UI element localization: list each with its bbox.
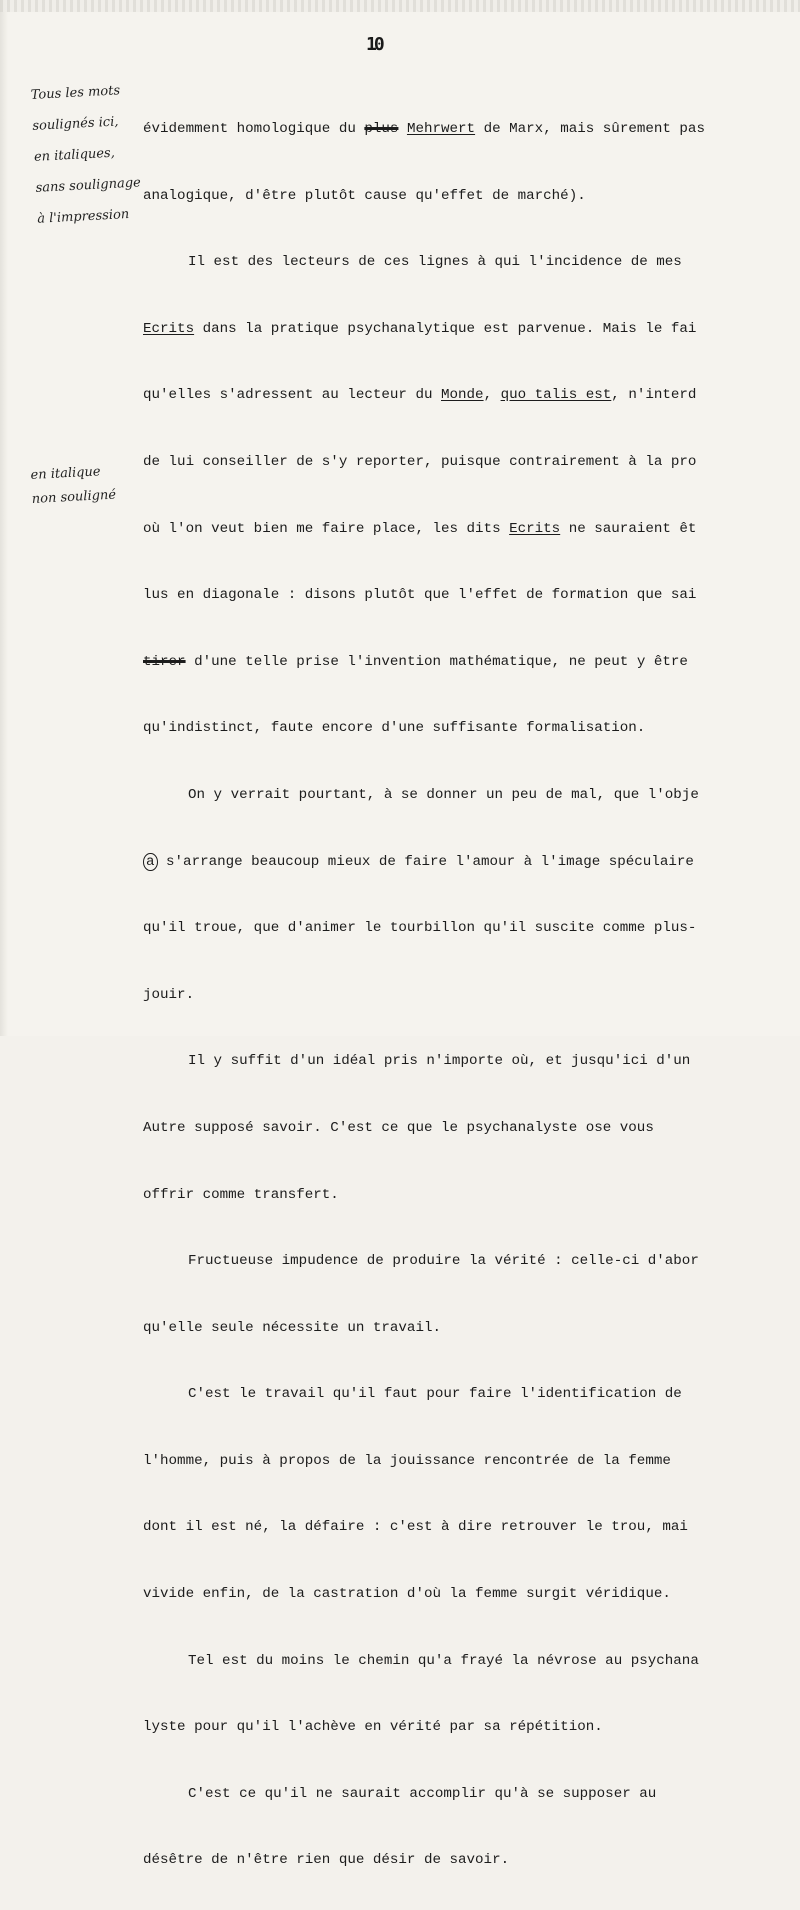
text-line: dont il est né, la défaire : c'est à dire retrouver le trou, mai (143, 1519, 688, 1536)
underlined-term: Mehrwert (406, 121, 476, 137)
paragraph-start-line: On y verrait pourtant, à se donner un peu de mal, que l'obje (188, 786, 699, 803)
text-line: Ecrits dans la pratique psychanalytique est parvenue. Mais le fai (143, 320, 697, 337)
margin-note-line: à l'impression (36, 207, 130, 227)
text-line: désêtre de n'être rien que désir de savoir. (143, 1852, 510, 1869)
underlined-term: Monde (441, 387, 484, 404)
text-line: évidemment homologique du plus Mehrwert de Marx, mais sûrement pas (143, 121, 705, 137)
text-line: qu'elles s'adressent au lecteur du Monde, quo talis est, n'interd (143, 387, 697, 404)
text-line: lus en diagonale : disons plutôt que l'effet de formation que sai (143, 587, 697, 604)
typed-text-body (143, 80, 800, 1910)
paragraph-start-line: C'est le travail qu'il faut pour faire l'identification de (188, 1386, 682, 1403)
paragraph-start-line: Tel est du moins le chemin qu'a frayé la névrose au psychana (188, 1652, 699, 1669)
text-line: a s'arrange beaucoup mieux de faire l'amour à l'image spéculaire (143, 845, 800, 880)
text-line: jouir. (143, 986, 195, 1003)
margin-note-line: Tous les mots (30, 83, 121, 103)
text-line: qu'indistinct, faute encore d'une suffisante formalisation. (143, 720, 646, 737)
text-line: tirer d'une telle prise l'invention mathématique, ne peut y être (143, 653, 688, 670)
page-top-edge (0, 0, 800, 12)
paragraph-start-line: Il est des lecteurs de ces lignes à qui l'incidence de mes (188, 254, 682, 271)
text-line: où l'on veut bien me faire place, les dits Ecrits ne sauraient êt (143, 520, 697, 537)
text-line: qu'elle seule nécessite un travail. (143, 1319, 441, 1336)
struck-word: plus (364, 121, 399, 137)
margin-note-line: en italique (30, 464, 101, 483)
text-line: Autre supposé savoir. C'est ce que le psychanalyste ose vous (143, 1119, 654, 1136)
text-line: analogique, d'être plutôt cause qu'effet de marché). (143, 187, 586, 204)
paragraph-start-line: Fructueuse impudence de produire la vérité : celle-ci d'abor (188, 1253, 699, 1270)
circled-letter: a (143, 853, 158, 871)
margin-note-object-a (30, 460, 117, 512)
margin-note-italics-instruction (30, 74, 143, 234)
text-line: offrir comme transfert. (143, 1186, 339, 1203)
page-left-edge (0, 0, 8, 1036)
struck-word: tirer (143, 653, 186, 670)
margin-note-line: non souligné (31, 487, 117, 507)
underlined-term: Ecrits (143, 320, 195, 337)
text-line: lyste pour qu'il l'achève en vérité par sa répétition. (143, 1719, 603, 1736)
paragraph-start-line: C'est ce qu'il ne saurait accomplir qu'à se supposer au (188, 1785, 657, 1802)
text-line: l'homme, puis à propos de la jouissance rencontrée de la femme (143, 1452, 671, 1469)
text-line: vivide enfin, de la castration d'où la femme surgit véridique. (143, 1586, 671, 1603)
page-marker: 10 (366, 34, 382, 55)
paragraph-start-line: Il y suffit d'un idéal pris n'importe où, et jusqu'ici d'un (188, 1053, 691, 1070)
text-line: qu'il troue, que d'animer le tourbillon qu'il suscite comme plus- (143, 920, 697, 937)
text-line: de lui conseiller de s'y reporter, puisque contrairement à la pro (143, 453, 697, 470)
margin-note-line: en italiques, (33, 145, 116, 165)
margin-note-line: soulignés ici, (32, 114, 119, 134)
margin-note-line: sans soulignage (35, 175, 142, 196)
underlined-term: quo talis est (500, 387, 612, 404)
underlined-term: Ecrits (509, 520, 561, 537)
